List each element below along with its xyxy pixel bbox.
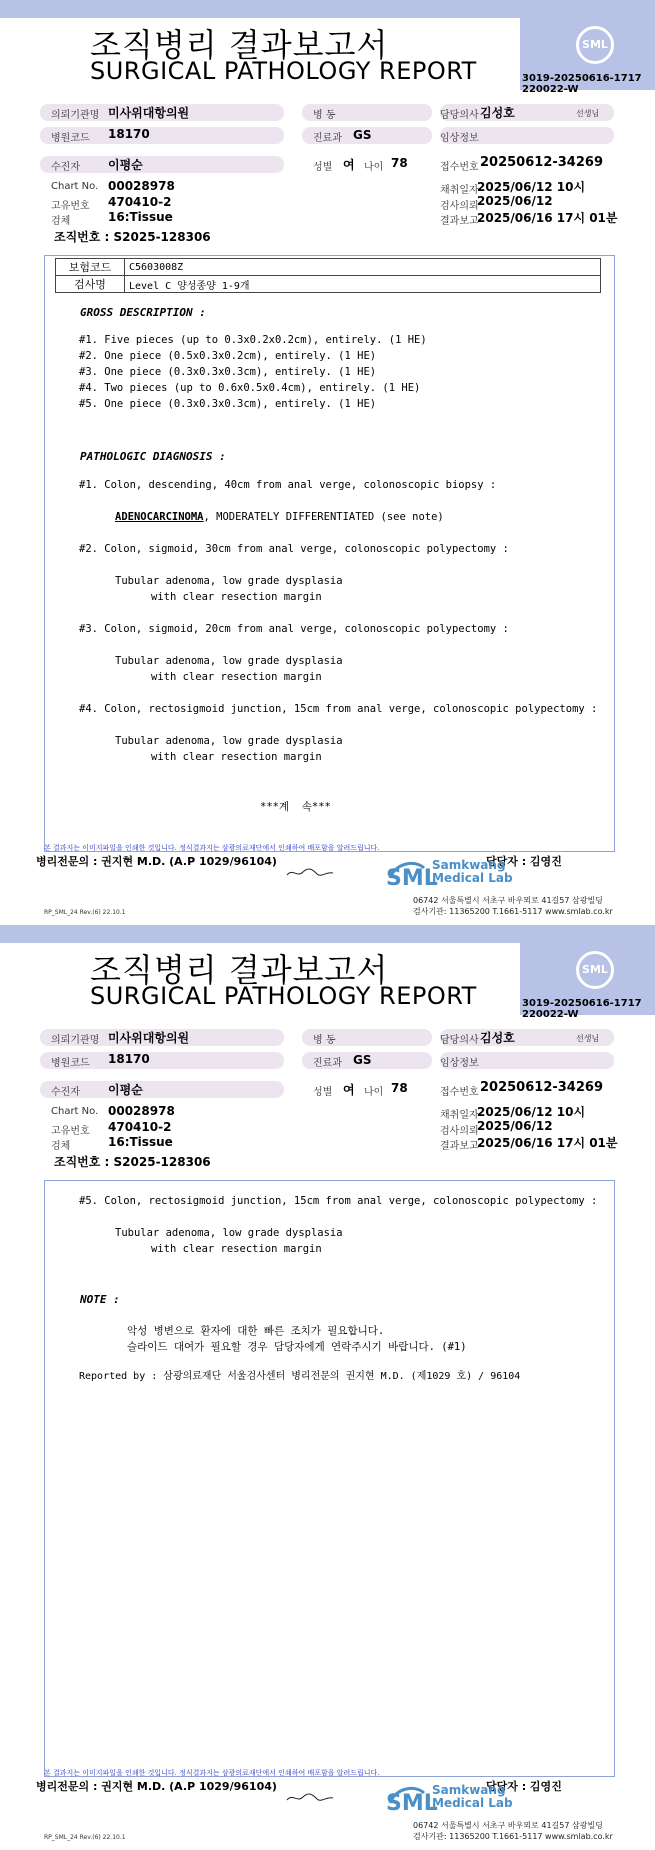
manager-line: 담당자 : 김영진 xyxy=(486,1780,562,1793)
chart-value: 00028978 xyxy=(108,179,175,193)
sml-wordmark: SML xyxy=(386,866,438,891)
unique-value: 470410-2 xyxy=(108,195,172,209)
report-date-label: 결과보고 xyxy=(440,1141,479,1152)
contact-line: 검사기관: 11365200 T.1661-5117 www.smlab.co.kr xyxy=(413,1832,613,1841)
chart-label: Chart No. xyxy=(51,1106,99,1117)
unique-label: 고유번호 xyxy=(51,1126,90,1137)
insurance-code-value: C5603008Z xyxy=(125,259,601,276)
gross-line-4: #4. Two pieces (up to 0.6x0.5x0.4cm), entirely. (1 HE) xyxy=(79,382,421,394)
report-body xyxy=(44,1180,615,1777)
sex-label: 성별 xyxy=(313,1087,333,1098)
gross-line-1: #1. Five pieces (up to 0.3x0.2x0.2cm), entirely. (1 HE) xyxy=(79,334,427,346)
test-name-label: 검사명 xyxy=(56,276,125,293)
print-notice: 본 결과지는 이미지파일을 인쇄한 것입니다. 정식결과지는 삼광의료재단에서 인쇄하여 배포함을 알려드립니다. xyxy=(44,1769,380,1777)
specimen-value: 16:Tissue xyxy=(108,1135,173,1149)
gross-line-5: #5. One piece (0.3x0.3x0.3cm), entirely. (1 HE) xyxy=(79,398,377,410)
institution-value: 미사위대항의원 xyxy=(108,1031,190,1045)
samkwang-name xyxy=(432,1784,513,1810)
collect-label: 채취일자 xyxy=(440,185,479,196)
gross-line-3: #3. One piece (0.3x0.3x0.3cm), entirely. (1 HE) xyxy=(79,366,377,378)
diagnosis-2-line-2: with clear resection margin xyxy=(151,591,322,603)
signature-icon xyxy=(285,1791,335,1805)
diagnosis-3-line-1: Tubular adenoma, low grade dysplasia xyxy=(115,655,343,667)
ward-label: 병 동 xyxy=(313,1035,336,1046)
doctor-suffix: 선생님 xyxy=(576,109,600,118)
doctor-label: 담당의사 xyxy=(440,1035,479,1046)
report-date-value: 2025/06/16 17시 01분 xyxy=(477,1136,618,1150)
table-row xyxy=(56,276,601,293)
doc-id-line2: 220022-W xyxy=(522,84,579,95)
request-value: 2025/06/12 xyxy=(477,194,553,208)
unique-value: 470410-2 xyxy=(108,1120,172,1134)
dept-label: 진료과 xyxy=(313,1058,342,1069)
report-title-english: SURGICAL PATHOLOGY REPORT xyxy=(90,57,477,85)
form-number: RP_SML_24 Rev.(6) 22.10.1 xyxy=(44,909,126,916)
sex-value: 여 xyxy=(343,1083,355,1097)
report-page-2 xyxy=(0,925,655,1850)
table-row xyxy=(56,259,601,276)
document-id xyxy=(522,998,642,1020)
report-date-label: 결과보고 xyxy=(440,216,479,227)
report-title-korean: 조직병리 결과보고서 xyxy=(90,26,389,64)
diagnosis-3-line-2: with clear resection margin xyxy=(151,671,322,683)
pathologist-signature-line: 병리전문의 : 권지현 M.D. (A.P 1029/96104) xyxy=(36,855,277,868)
samkwang-line-2: Medical Lab xyxy=(432,871,513,885)
collect-value: 2025/06/12 10시 xyxy=(477,1105,586,1119)
institution-label: 의뢰기관명 xyxy=(51,110,100,121)
note-line-1: 악성 병변으로 환자에 대한 빠른 조치가 필요합니다. xyxy=(127,1325,385,1337)
doctor-suffix: 선생님 xyxy=(576,1034,600,1043)
diagnosis-4-site: #4. Colon, rectosigmoid junction, 15cm from anal verge, colonoscopic polypectomy : xyxy=(79,703,598,715)
insurance-code-label: 보험코드 xyxy=(56,259,125,276)
logo-text: SML xyxy=(582,963,608,976)
diagnosis-heading: PATHOLOGIC DIAGNOSIS : xyxy=(80,450,226,463)
age-value: 78 xyxy=(391,1081,408,1095)
chart-value: 00028978 xyxy=(108,1104,175,1118)
request-label: 검사의뢰 xyxy=(440,201,479,212)
diagnosis-5-site: #5. Colon, rectosigmoid junction, 15cm from anal verge, colonoscopic polypectomy : xyxy=(79,1195,598,1207)
contact-line: 검사기관: 11365200 T.1661-5117 www.smlab.co.kr xyxy=(413,907,613,916)
doc-id-line2: 220022-W xyxy=(522,1009,579,1020)
receipt-value: 20250612-34269 xyxy=(480,1080,603,1095)
unique-label: 고유번호 xyxy=(51,201,90,212)
patient-value: 이평순 xyxy=(108,1083,143,1097)
diagnosis-2-site: #2. Colon, sigmoid, 30cm from anal verge, colonoscopic polypectomy : xyxy=(79,543,509,555)
samkwang-line-1: Samkwang xyxy=(432,858,506,872)
receipt-value: 20250612-34269 xyxy=(480,155,603,170)
clinical-info-label: 임상정보 xyxy=(440,133,479,144)
diagnosis-1-site: #1. Colon, descending, 40cm from anal verge, colonoscopic biopsy : xyxy=(79,479,497,491)
diagnosis-3-site: #3. Colon, sigmoid, 20cm from anal verge, colonoscopic polypectomy : xyxy=(79,623,509,635)
patient-label: 수진자 xyxy=(51,1087,80,1098)
logo-text: SML xyxy=(582,38,608,51)
report-title-english: SURGICAL PATHOLOGY REPORT xyxy=(90,982,477,1010)
patient-value: 이평순 xyxy=(108,158,143,172)
hospital-code-value: 18170 xyxy=(108,127,150,141)
sml-wordmark: SML xyxy=(386,1791,438,1816)
diagnosis-4-line-1: Tubular adenoma, low grade dysplasia xyxy=(115,735,343,747)
samkwang-name xyxy=(432,859,513,885)
address-line: 06742 서울특별시 서초구 바우뫼로 41길57 삼광빌딩 xyxy=(413,1821,603,1830)
institution-label: 의뢰기관명 xyxy=(51,1035,100,1046)
age-value: 78 xyxy=(391,156,408,170)
hospital-code-label: 병원코드 xyxy=(51,1058,90,1069)
tissue-number: 조직번호 : S2025-128306 xyxy=(54,230,211,244)
reported-by: Reported by : 삼광의료재단 서울검사센터 병리전문의 권지현 M.D. (제1029 호) / 96104 xyxy=(79,1371,521,1382)
sml-logo-icon xyxy=(576,26,614,64)
doc-id-line1: 3019-20250616-1717 xyxy=(522,998,642,1009)
dept-value: GS xyxy=(353,1053,372,1067)
sex-label: 성별 xyxy=(313,162,333,173)
code-table xyxy=(55,258,601,293)
dept-label: 진료과 xyxy=(313,133,342,144)
age-label: 나이 xyxy=(364,1087,384,1098)
clinical-info-label: 임상정보 xyxy=(440,1058,479,1069)
note-line-2: 슬라이드 대여가 필요할 경우 담당자에게 연락주시기 바랍니다. (#1) xyxy=(127,1341,467,1353)
diagnosis-5-line-2: with clear resection margin xyxy=(151,1243,322,1255)
document-id xyxy=(522,73,642,95)
gross-line-2: #2. One piece (0.5x0.3x0.2cm), entirely. (1 HE) xyxy=(79,350,377,362)
specimen-label: 검체 xyxy=(51,216,71,227)
hospital-code-value: 18170 xyxy=(108,1052,150,1066)
specimen-label: 검체 xyxy=(51,1141,71,1152)
tissue-number: 조직번호 : S2025-128306 xyxy=(54,1155,211,1169)
diagnosis-5-line-1: Tubular adenoma, low grade dysplasia xyxy=(115,1227,343,1239)
receipt-label: 접수번호 xyxy=(440,1087,479,1098)
age-label: 나이 xyxy=(364,162,384,173)
sml-logo-icon xyxy=(576,951,614,989)
hospital-code-label: 병원코드 xyxy=(51,133,90,144)
samkwang-line-2: Medical Lab xyxy=(432,1796,513,1810)
sex-value: 여 xyxy=(343,158,355,172)
test-name-value: Level C 양성종양 1-9개 xyxy=(125,276,601,293)
patient-label: 수진자 xyxy=(51,162,80,173)
note-heading: NOTE : xyxy=(80,1293,120,1306)
report-date-value: 2025/06/16 17시 01분 xyxy=(477,211,618,225)
diagnosis-1-result xyxy=(115,511,444,523)
gross-heading: GROSS DESCRIPTION : xyxy=(80,306,206,319)
diagnosis-4-line-2: with clear resection margin xyxy=(151,751,322,763)
continued-marker: ***계 속*** xyxy=(260,801,331,813)
diagnosis-2-line-1: Tubular adenoma, low grade dysplasia xyxy=(115,575,343,587)
lab-address xyxy=(413,1820,613,1842)
form-number: RP_SML_24 Rev.(6) 22.10.1 xyxy=(44,1834,126,1841)
receipt-label: 접수번호 xyxy=(440,162,479,173)
diagnosis-1-rest: , MODERATELY DIFFERENTIATED (see note) xyxy=(203,511,444,523)
doc-id-line1: 3019-20250616-1717 xyxy=(522,73,642,84)
ward-label: 병 동 xyxy=(313,110,336,121)
doctor-label: 담당의사 xyxy=(440,110,479,121)
doctor-value: 김성호 xyxy=(480,106,515,120)
report-body xyxy=(44,255,615,852)
chart-label: Chart No. xyxy=(51,181,99,192)
lab-address xyxy=(413,895,613,917)
specimen-value: 16:Tissue xyxy=(108,210,173,224)
address-line: 06742 서울특별시 서초구 바우뫼로 41길57 삼광빌딩 xyxy=(413,896,603,905)
print-notice: 본 결과지는 이미지파일을 인쇄한 것입니다. 정식결과지는 삼광의료재단에서 인쇄하여 배포함을 알려드립니다. xyxy=(44,844,380,852)
dept-value: GS xyxy=(353,128,372,142)
signature-icon xyxy=(285,866,335,880)
diagnosis-1-term: ADENOCARCINOMA xyxy=(115,511,204,523)
request-value: 2025/06/12 xyxy=(477,1119,553,1133)
institution-value: 미사위대항의원 xyxy=(108,106,190,120)
manager-line: 담당자 : 김영진 xyxy=(486,855,562,868)
collect-label: 채취일자 xyxy=(440,1110,479,1121)
pathologist-signature-line: 병리전문의 : 권지현 M.D. (A.P 1029/96104) xyxy=(36,1780,277,1793)
report-title-korean: 조직병리 결과보고서 xyxy=(90,951,389,989)
samkwang-line-1: Samkwang xyxy=(432,1783,506,1797)
doctor-value: 김성호 xyxy=(480,1031,515,1045)
collect-value: 2025/06/12 10시 xyxy=(477,180,586,194)
request-label: 검사의뢰 xyxy=(440,1126,479,1137)
